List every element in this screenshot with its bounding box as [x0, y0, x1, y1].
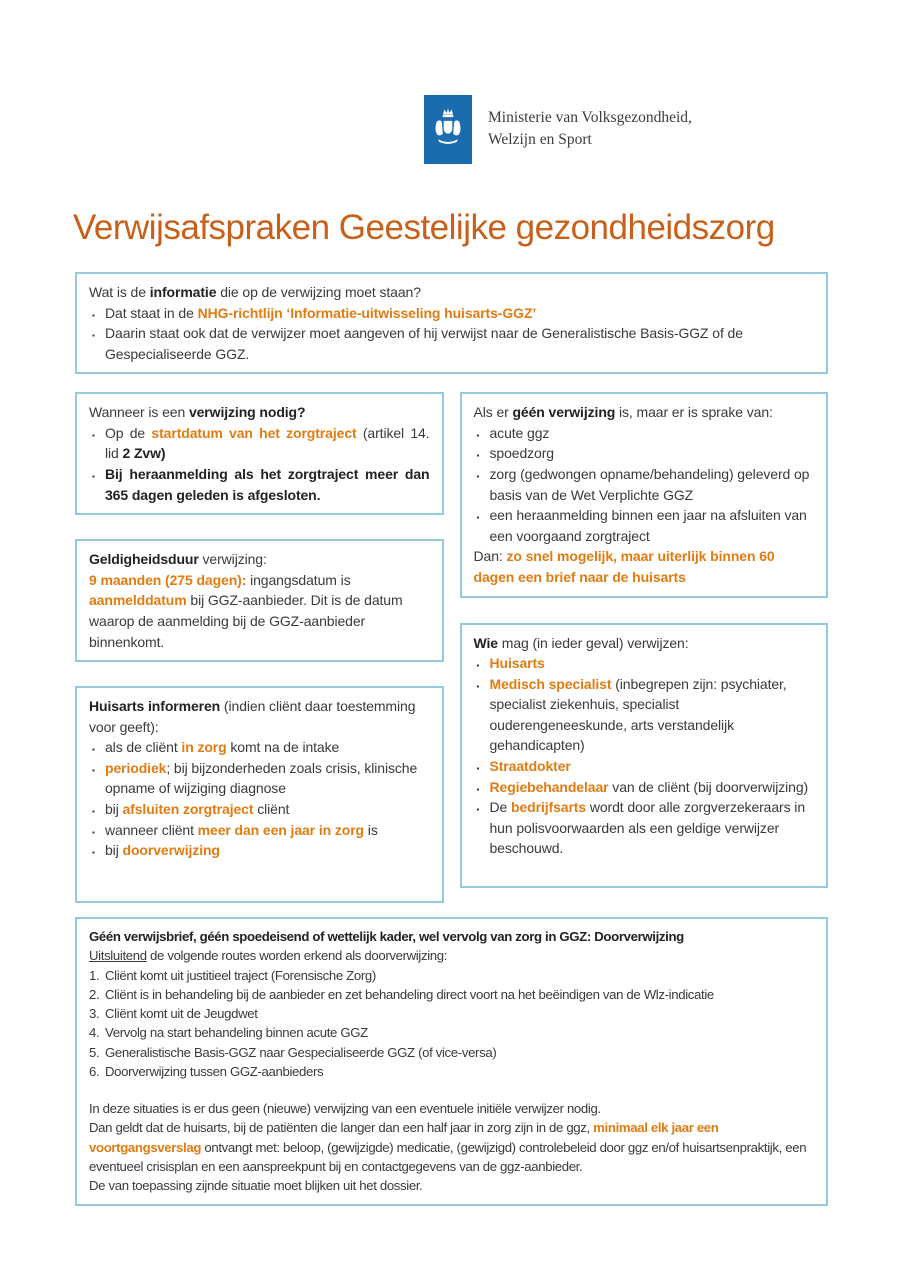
item-text: [105, 423, 430, 464]
item-text: [105, 985, 814, 1004]
bullet-icon: ▪: [476, 763, 480, 773]
text-segment: Cliënt is in behandeling bij de aanbieder en zet behandeling direct voort na het beëindigen van de Wlz-indicatie: [105, 986, 714, 1002]
item-text: [490, 505, 815, 546]
text-segment: die op de verwijzing moet staan?: [216, 284, 421, 300]
paragraph-list: [89, 1099, 814, 1195]
paragraph-line: [89, 1118, 814, 1176]
bullet-icon: ▪: [92, 472, 95, 482]
text-segment: Cliënt komt uit justitieel traject (Forensische Zorg): [105, 967, 376, 983]
box-huisarts-informeren: [75, 686, 444, 903]
item-text: [105, 1023, 814, 1042]
bullet-item: [474, 443, 815, 464]
text-segment: bij: [105, 800, 123, 817]
text-segment: 9 maanden (275 dagen):: [89, 571, 247, 588]
box-heading: [474, 633, 815, 654]
box-intro: [89, 946, 814, 965]
text-segment: Als er: [473, 404, 513, 421]
paragraph-line: [89, 1099, 814, 1118]
bullet-item: [89, 303, 814, 324]
text-segment: In deze situaties is er dus geen (nieuwe) verwijzing van een eventuele initiële verwijzer nodig.: [89, 1101, 601, 1117]
bullet-icon: ▪: [92, 827, 95, 837]
text-segment: Op de: [105, 424, 152, 441]
text-segment: bedrijfsarts: [511, 799, 587, 816]
text-segment: aanmelddatum: [89, 592, 187, 609]
box-geen-verwijzing: [460, 392, 829, 597]
text-segment: van de cliënt (bij doorverwijzing): [608, 778, 809, 795]
text-segment: Cliënt komt uit de Jeugdwet: [105, 1006, 258, 1022]
bullet-item: [474, 756, 815, 777]
two-column-layout: [75, 392, 828, 903]
text-segment: Wat is de: [89, 284, 150, 300]
box-heading: [89, 549, 430, 570]
text-segment: Huisarts: [489, 655, 545, 672]
box-heading: [89, 282, 814, 303]
bullet-item: [89, 464, 430, 505]
numbered-item: [89, 1004, 814, 1023]
bullet-icon: ▪: [476, 661, 480, 671]
bullet-item: [474, 674, 815, 756]
text-segment: Straatdokter: [489, 757, 571, 774]
numbered-item: [89, 1023, 814, 1042]
text-segment: Generalistische Basis-GGZ naar Gespecialiseerde GGZ (of vice-versa): [105, 1044, 497, 1060]
bullet-list: [89, 737, 430, 860]
bullet-icon: ▪: [476, 513, 480, 523]
item-number: 6.: [89, 1063, 100, 1079]
text-segment: Geldigheidsduur: [89, 551, 199, 568]
right-column: [460, 392, 829, 887]
bullet-item: [474, 777, 815, 798]
item-number: 5.: [89, 1044, 100, 1060]
text-segment: informatie: [149, 284, 217, 300]
text-segment: Daarin staat ook dat de verwijzer moet aangeven of hij verwijst naar de Generalistische Basis-GGZ of de Gespecialiseerde GGZ.: [105, 325, 743, 362]
item-text: [105, 323, 814, 364]
item-number: 4.: [89, 1025, 100, 1041]
box-informatie: [75, 272, 828, 374]
numbered-item: [89, 985, 814, 1004]
bullet-icon: ▪: [476, 784, 480, 794]
item-text: [105, 464, 430, 505]
text-segment: Géén verwijsbrief, géén spoedeisend of wettelijk kader, wel vervolg van zorg in GGZ: Doorverwijzing: [89, 929, 684, 945]
box-wie-mag-verwijzen: [460, 623, 829, 888]
text-segment: minimaal elk jaar een voortgangsverslag: [89, 1120, 719, 1155]
item-text: [105, 758, 430, 799]
item-text: [105, 820, 430, 841]
bullet-icon: ▪: [476, 805, 480, 815]
text-segment: zorg (gedwongen opname/behandeling) geleverd op basis van de Wet Verplichte GGZ: [489, 466, 810, 503]
text-segment: verwijzing:: [198, 551, 267, 568]
document-content: [75, 0, 828, 1206]
ministry-name-line1: Ministerie van Volksgezondheid,: [488, 109, 692, 126]
bullet-icon: ▪: [92, 430, 95, 440]
bullet-icon: ▪: [476, 430, 480, 440]
bullet-item: [89, 737, 430, 758]
bullet-list: [89, 303, 814, 365]
numbered-item: [89, 1062, 814, 1081]
item-text: [89, 1118, 814, 1176]
text-segment: meer dan een jaar in zorg: [197, 821, 365, 838]
bullet-icon: ▪: [92, 765, 95, 775]
item-text: [105, 1004, 814, 1023]
numbered-item: [89, 1043, 814, 1062]
bullet-item: [89, 758, 430, 799]
item-text: [89, 1176, 814, 1195]
text-segment: komt na de intake: [226, 739, 340, 756]
item-text: [490, 443, 815, 464]
bullet-item: [89, 840, 430, 861]
text-segment: ontvangt met: beloop, (gewijzigde) medicatie, (gewijzigd) controlebeleid door ggz en/of huisartsenpraktijk, een eventueel crisisplan en een aanspreekpunt bij en contactgegevens van de ggz-aanbieder.: [89, 1139, 807, 1175]
item-number: 3.: [89, 1006, 100, 1022]
bullet-list: [474, 423, 815, 546]
page-title: Verwijsafspraken Geestelijke gezondheidszorg: [73, 208, 775, 247]
text-segment: De van toepassing zijnde situatie moet blijken uit het dossier.: [89, 1178, 423, 1194]
bullet-item: [474, 464, 815, 505]
box-heading: [89, 402, 430, 423]
bullet-icon: ▪: [92, 848, 95, 858]
item-text: [89, 1099, 814, 1118]
item-text: [105, 840, 430, 861]
ministry-name-line2: Welzijn en Sport: [488, 131, 592, 148]
bullet-item: [474, 797, 815, 859]
bullet-list: [474, 653, 815, 859]
box-heading: [89, 696, 430, 737]
text-segment: (indien cliënt daar toestemming voor geeft):: [89, 698, 416, 735]
text-segment: (inbegrepen zijn: psychiater, specialist ziekenhuis, specialist ouderengeneeskunde, arts verstandelijk gehandicapten): [489, 675, 787, 754]
item-text: [105, 1043, 814, 1062]
item-text: [490, 464, 815, 505]
text-segment: (artikel 14. lid: [105, 424, 430, 462]
box-heading: [474, 402, 815, 423]
item-text: [490, 756, 815, 777]
box-body: [89, 570, 430, 652]
item-text: [105, 1062, 814, 1081]
item-text: [490, 797, 815, 859]
box-doorverwijzing: [75, 917, 828, 1205]
text-segment: de volgende routes worden erkend als doorverwijzing:: [146, 948, 448, 964]
paragraph-line: [89, 1176, 814, 1195]
item-text: [105, 966, 814, 985]
text-segment: NHG-richtlijn ‘Informatie-uitwisseling huisarts-GGZ’: [197, 304, 537, 321]
text-segment: Doorverwijzing tussen GGZ-aanbieders: [105, 1063, 324, 1079]
text-segment: Regiebehandelaar: [489, 778, 609, 795]
text-segment: is: [364, 821, 378, 838]
text-segment: Dan geldt dat de huisarts, bij de patiënten die langer dan een half jaar in zorg zijn in de ggz,: [89, 1120, 594, 1136]
bullet-item: [89, 820, 430, 841]
text-segment: 2 Zvw): [122, 445, 166, 462]
numbered-list: [89, 966, 814, 1082]
text-segment: spoedzorg: [489, 445, 554, 462]
bullet-icon: ▪: [92, 806, 95, 816]
text-segment: Vervolg na start behandeling binnen acute GGZ: [105, 1025, 368, 1041]
text-segment: ; bij bijzonderheden zoals crisis, klinische opname of wijziging diagnose: [105, 759, 418, 797]
bullet-icon: ▪: [92, 745, 95, 755]
text-segment: Huisarts informeren: [89, 698, 221, 715]
text-segment: verwijzing nodig?: [188, 404, 306, 421]
bullet-icon: ▪: [476, 472, 480, 482]
bullet-item: [89, 423, 430, 464]
text-segment: Dan:: [473, 548, 507, 565]
item-text: [490, 674, 815, 756]
box-heading: [89, 927, 814, 946]
text-segment: wanneer cliënt: [105, 821, 198, 838]
item-text: [105, 799, 430, 820]
text-segment: als de cliënt: [105, 739, 182, 756]
bullet-item: [474, 505, 815, 546]
text-segment: in zorg: [181, 739, 227, 756]
bullet-item: [474, 423, 815, 444]
bullet-icon: ▪: [92, 331, 95, 341]
bullet-item: [89, 323, 814, 364]
bullet-icon: ▪: [476, 681, 480, 691]
bullet-item: [474, 653, 815, 674]
box-geldigheidsduur: [75, 539, 444, 662]
box-wanneer-verwijzing-nodig: [75, 392, 444, 515]
item-text: [490, 653, 815, 674]
box-footer: [474, 546, 815, 587]
text-segment: Uitsluitend: [89, 948, 147, 964]
text-segment: startdatum van het zorgtraject: [151, 424, 357, 441]
text-segment: Wie: [473, 634, 498, 651]
text-segment: cliënt: [253, 800, 290, 817]
item-text: [105, 303, 814, 324]
text-segment: Wanneer is een: [89, 404, 189, 421]
numbered-item: [89, 966, 814, 985]
text-segment: periodiek: [105, 759, 167, 776]
item-text: [490, 777, 815, 798]
text-segment: is, maar er is sprake van:: [615, 404, 773, 421]
left-column: [75, 392, 444, 903]
text-segment: wordt door alle zorgverzekeraars in hun polisvoorwaarden als een geldige verwijzer beschouwd.: [489, 799, 806, 857]
bullet-icon: ▪: [92, 310, 95, 320]
item-text: [490, 423, 815, 444]
bullet-item: [89, 799, 430, 820]
text-segment: Medisch specialist: [489, 675, 612, 692]
text-segment: De: [489, 799, 511, 816]
text-segment: bij: [105, 842, 123, 859]
text-segment: ingangsdatum is: [246, 571, 351, 588]
text-segment: afsluiten zorgtraject: [122, 800, 254, 817]
text-segment: zo snel mogelijk, maar uiterlijk binnen 60 dagen een brief naar de huisarts: [473, 548, 775, 585]
text-segment: doorverwijzing: [122, 842, 220, 859]
text-segment: géén verwijzing: [512, 404, 616, 421]
bullet-list: [89, 423, 430, 505]
text-segment: Dat staat in de: [105, 304, 198, 321]
item-text: [105, 737, 430, 758]
item-number: 1.: [89, 967, 100, 983]
text-segment: een heraanmelding binnen een jaar na afsluiten van een voorgaand zorgtraject: [489, 507, 807, 544]
bullet-icon: ▪: [476, 451, 480, 461]
text-segment: mag (in ieder geval) verwijzen:: [497, 634, 689, 651]
text-segment: acute ggz: [489, 424, 550, 441]
text-segment: bij GGZ-aanbieder. Dit is de datum waarop de aanmelding bij de GGZ-aanbieder binnenkomt.: [89, 592, 403, 650]
text-segment: Bij heraanmelding als het zorgtraject meer dan 365 dagen geleden is afgesloten.: [105, 466, 430, 503]
item-number: 2.: [89, 986, 100, 1002]
spacer: [89, 1081, 814, 1099]
